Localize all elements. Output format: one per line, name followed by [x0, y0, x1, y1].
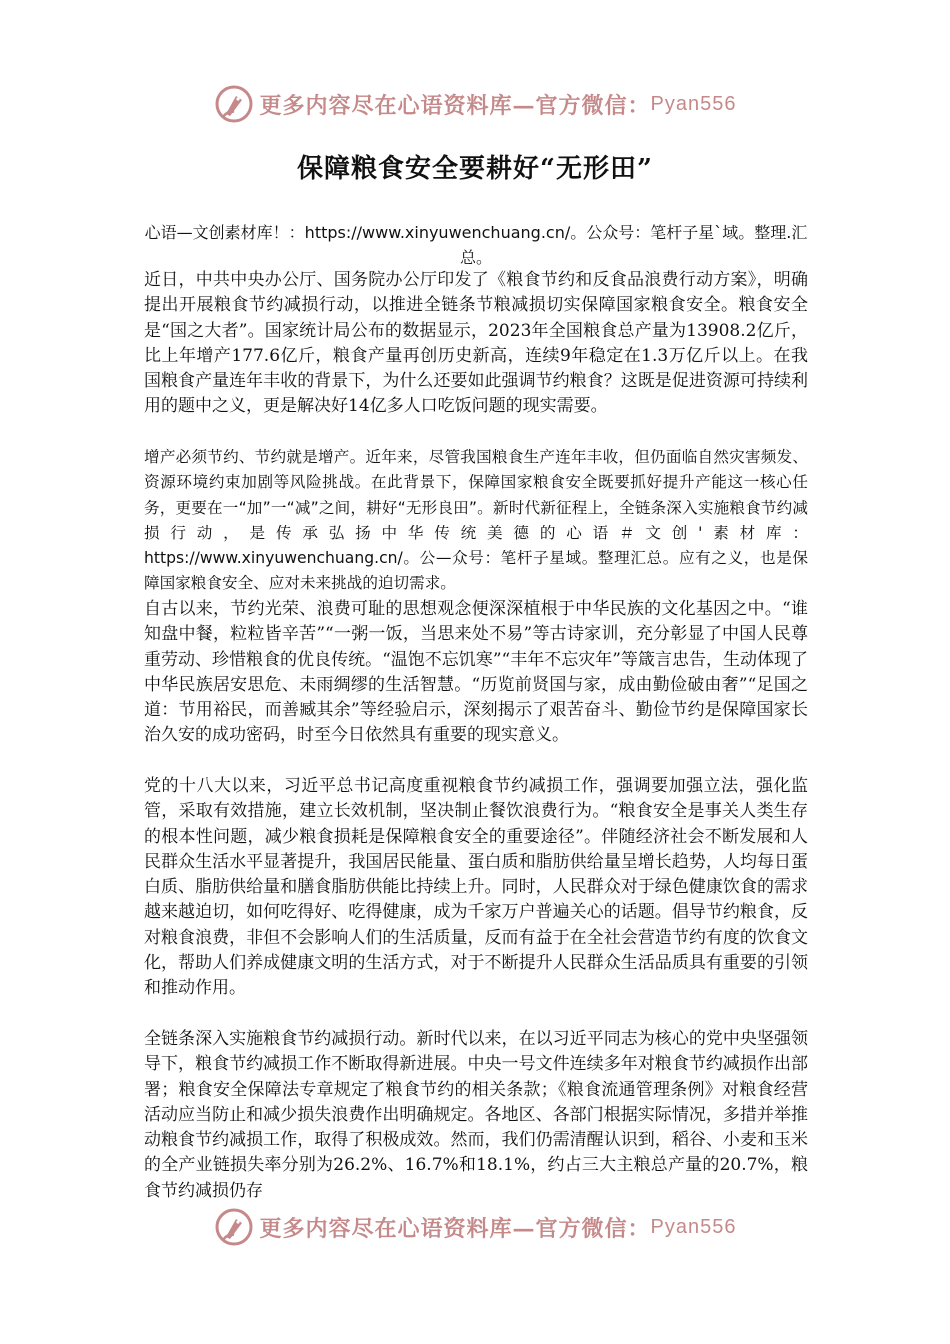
- paragraph: 党的十八大以来，习近平总书记高度重视粮食节约减损工作，强调要加强立法，强化监管，采取有效措施，建立长效机制，坚决制止餐饮浪费行为。“粮食安全是事关人类生存的根本性问题，减少粮食损耗是保障粮食安全的重要途径”。伴随经济社会不断发展和人民群众生活水平显著提升，我国居民能量、蛋白质和脂肪供给量呈增长趋势，人均每日蛋白质、脂肪供给量和膳食脂肪供能比持续上升。同时，人民群众对于绿色健康饮食的需求越来越迫切，如何吃得好、吃得健康，成为千家万户普遍关心的话题。倡导节约粮食，反对粮食浪费，非但不会影响人们的生活质量，反而有益于在全社会营造节约有度的饮食文化，帮助人们养成健康文明的生活方式，对于不断提升人民群众生活品质具有重要的引领和推动作用。: [144, 776, 808, 999]
- banner-wechat-id: Pyan556: [650, 1215, 737, 1238]
- paragraph: 全链条深入实施粮食节约减损行动。新时代以来，在以习近平同志为核心的党中央坚强领导下，粮食节约减损工作不断取得新进展。中央一号文件连续多年对粮食节约减损作出部署；粮食安全保障法专章规定了粮食节约的相关条款；《粮食流通管理条例》对粮食经营活动应当防止和减少损失浪费作出明确规定。各地区、各部门根据实际情况，多措并举推动粮食节约减损工作，取得了积极成效。然而，我们仍需清醒认识到，稻谷、小麦和玉米的全产业链损失率分别为26.2%、16.7%和18.1%，约占三大主粮总产量的20.7%，粮食节约减损仍存: [144, 1029, 808, 1201]
- paragraph: 近日，中共中央办公厅、国务院办公厅印发了《粮食节约和反食品浪费行动方案》，明确提出开展粮食节约减损行动，以推进全链条节粮减损切实保障国家粮食安全。粮食安全是“国之大者”。国家统计局公布的数据显示，2023年全国粮食总产量为13908.2亿斤，比上年增产177.6亿斤，粮食产量再创历史新高，连续9年稳定在1.3万亿斤以上。在我国粮食产量连年丰收的背景下，为什么还要如此强调节约粮食？这既是促进资源可持续利用的题中之义，更是解决好14亿多人口吃饭问题的现实需要。: [144, 270, 808, 417]
- paragraph: 增产必须节约、节约就是增产。近年来，尽管我国粮食生产连年丰收，但仍面临自然灾害频发、资源环境约束加剧等风险挑战。在此背景下，保障国家粮食安全既要抓好提升产能这一核心任务，更要在一“加”一“减”之间，耕好“无形良田”。新时代新征程上，全链条深入实施粮食节约减损行动，是传承弘扬中华传统美德的心语＃文创'素材库：https://www.xinyuwenchuang.cn/。公—众号：笔杆子星域。整理汇总。应有之义，也是保障国家粮食安全、应对未来挑战的迫切需求。: [144, 448, 808, 593]
- article-body: [144, 268, 808, 1204]
- footer-banner: [0, 1203, 950, 1251]
- banner-wechat-id: Pyan556: [650, 92, 737, 115]
- banner-text: 更多内容尽在心语资料库—官方微信：: [259, 92, 651, 119]
- pen-nib-logo-icon: [214, 1207, 254, 1247]
- banner-text: 更多内容尽在心语资料库—官方微信：: [259, 1215, 651, 1242]
- document-title: 保障粮食安全要耕好“无形田”: [297, 154, 653, 184]
- source-line: 心语—文创素材库！：https://www.xinyuwenchuang.cn/。公众号：笔杆子星`域。整理.汇总。: [144, 223, 808, 267]
- pen-nib-logo-icon: [214, 84, 254, 124]
- paragraph: 自古以来，节约光荣、浪费可耻的思想观念便深深植根于中华民族的文化基因之中。“谁知盘中餐，粒粒皆辛苦”“一粥一饭，当思来处不易”等古诗家训，充分彰显了中国人民尊重劳动、珍惜粮食的优良传统。“温饱不忘饥寒”“丰年不忘灾年”等箴言忠告，生动体现了中华民族居安思危、未雨绸缪的生活智慧。“历览前贤国与家，成由勤俭破由奢”“足国之道：节用裕民，而善臧其余”等经验启示，深刻揭示了艰苦奋斗、勤俭节约是保障国家长治久安的成功密码，时至今日依然具有重要的现实意义。: [144, 599, 808, 746]
- header-banner: [0, 80, 950, 128]
